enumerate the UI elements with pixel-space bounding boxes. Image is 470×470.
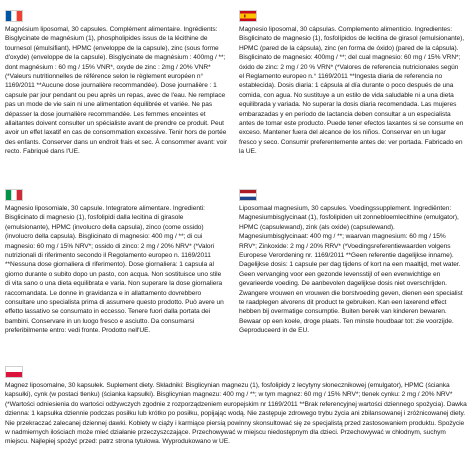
- spanish-label-text: Magnesio liposomal, 30 cápsulas. Complemento alimenticio. Ingredientes: Bisglicinato de magnesio (1), fosfolípidos de lecitina de girasol (emulsionante), HPMC (pared de la cápsula), zinc (en forma de óxido) (pared de la cápsula). Bisglicinato de magnesio: 400mg / **; del cual magnesio: 60 mg / 15% VRN*; óxido de zinc: 2 mg / 20 % VRN* (*Valores de referencia nutricionales según el Reglamento europeo n.° 1169/2011 **Ingesta diaria de referencia no establecida). Dosis diaria: 1 cápsula al día durante o poco después de una comida, con agua. No sustituye a un estilo de vida saludable ni a una dieta equilibrada y variada. No superar la dosis diaria recomendada. Las mujeres embarazadas y en período de lactancia deben consultar a un especialista antes de tomar este producto. Puede tener efectos laxantes si se consume en exceso. Mantener fuera del alcance de los niños. Conservar en un lugar fresco y seco. Consumir preferentemente antes de: ver portada. Fabricado en la UE.: [239, 26, 465, 156]
- flag-italy-icon: [5, 189, 23, 201]
- flag-poland-icon: [5, 366, 23, 378]
- spanish-label-block: [239, 10, 465, 157]
- polish-label-text: Magnez liposomalne, 30 kapsułek. Suplement diety. Składniki: Bisglicynian magnezu (1), fosfolipidy z lecytyny słonecznikowej (emulgator), HPMC (ścianka kapsułki), cynk (w postaci tlenku) (ścianka kapsułki). Bisglicynian magnezu: 400 mg / **; w tym magnez: 60 mg / 15% NRV*; tlenek cynku: 2 mg / 20% NRV* (*Wartości odniesienia do wartości odżywczych zgodnie z rozporządzeniem europejskim nr 1169/2011 **Brak referencyjnej wartości dziennego spożycia). Dawka dzienna: 1 kapsułka dziennie podczas posiłku lub krótko po posiłku, popijając wodą. Nie zastępuje zdrowego trybu życia ani zbilansowanej i zróżnicowanej diety. Nie przekraczać zalecanej dziennej dawki. Kobiety w ciąży i karmiące piersią powinny skonsultować się ze specjalistą przed zastosowaniem produktu. Spożycie w nadmiernych ilościach może mieć działanie przeczyszczające. Przechowywać w miejscu niedostępnym dla dzieci. Przechowywać w chłodnym, suchym miejscu. Najlepiej spożyć przed: patrz strona tytułowa. Wyprodukowano w UE.: [5, 382, 467, 446]
- dutch-label-text: Liposomaal magnesium, 30 capsules. Voedingssupplement. Ingrediënten: Magnesiumbisglycinaat (1), fosfolipiden uit zonnebloemlecithine (emulgator), HPMC (capsulewand), zink (als oxide) (capsulewand). Magnesiumbisglycinaat: 400 mg / **; waarvan magnesium: 60 mg / 15% RRV*; Zinkoxide: 2 mg / 20% RRV* (*Voedingsreferentiewaarden volgens Europese Verordening nr. 1169/2011 **Geen referentie dagelijkse inname). Dagelijkse dosis: 1 capsule per dag tijdens of kort na een maaltijd, met water. Geen vervanging voor een gezonde levensstijl of een evenwichtige en gevarieerde voeding. De aanbevolen dagelijkse dosis niet overschrijden. Zwangere vrouwen en vrouwen die borstvoeding geven, dienen een specialist te raadplegen alvorens dit product te gebruiken. Kan een laxerend effect hebben bij overmatige consumptie. Buiten bereik van kinderen bewaren. Bewaar op een koele, droge plaats. Ten minste houdbaar tot: zie voorzijde. Geproduceerd in de EU.: [239, 205, 463, 335]
- italian-label-text: Magnesio liposomiale, 30 capsule. Integratore alimentare. Ingredienti: Bisglicinato di magnesio (1), fosfolipidi dalla lecitina di girasole (emulsionante), HPMC (involucro della capsula), zinco (come ossido) (involucro della capsula). Bisglicinato di magnesio: 400 mg / **; di cui magnesio: 60 mg / 15% NRV*; ossido di zinco: 2 mg / 20% NRV* (*Valori nutrizionali di riferimento secondo il Regolamento europeo n. 1169/2011 **Nessuna dose giornaliera di riferimento). Dose giornaliera: 1 capsula al giorno durante o subito dopo un pasto, con acqua. Non sostituisce uno stile di vita sano o una dieta equilibrata e varia. Non superare la dose giornaliera raccomandata. Le donne in gravidanza e in allattamento dovrebbero consultare uno specialista prima di assumere questo prodotto. Può avere un effetto lassativo se consumato in eccesso. Tenere fuori dalla portata dei bambini. Conservare in un luogo fresco e asciutto. Da consumarsi preferibilmente entro: vedi fronte. Prodotto nell'UE.: [5, 205, 224, 335]
- french-label-block: [5, 10, 227, 157]
- italian-label-block: [5, 189, 227, 336]
- flag-france-icon: [5, 10, 23, 22]
- dutch-label-block: [239, 189, 465, 336]
- polish-label-block: [5, 366, 467, 447]
- french-label-text: Magnésium liposomal, 30 capsules. Complément alimentaire. Ingrédients: Bisglycinate de magnésium (1), phospholipides issus de la lécithine de tournesol (émulsifiant), HPMC (enveloppe de la capsule), zinc (sous forme d'oxyde) (enveloppe de la capsule). Bisglycinate de magnésium : 400mg / **; dont magnésium : 60 mg / 15% VNR*, oxyde de zinc : 2mg / 20% VNR* (*Valeurs nutritionnelles de référence selon le règlement européen n° 1169/2011 **Aucune dose journalière recommandée). Dose journalière : 1 capsule par jour pendant ou peu après un repas, avec de l'eau. Ne remplace pas un mode de vie sain ni une alimentation équilibrée et variée. Ne pas dépasser la dose journalière recommandée. Les femmes enceintes et allaitantes doivent consulter un spécialiste avant de prendre ce produit. Peut avoir un effet laxatif en cas de consommation excessive. Tenir hors de portée des enfants. Conserver dans un endroit frais et sec. À consommer avant: voir recto. Fabriqué dans l'UE.: [5, 26, 227, 156]
- flag-spain-icon: [239, 10, 257, 22]
- flag-netherlands-icon: [239, 189, 257, 201]
